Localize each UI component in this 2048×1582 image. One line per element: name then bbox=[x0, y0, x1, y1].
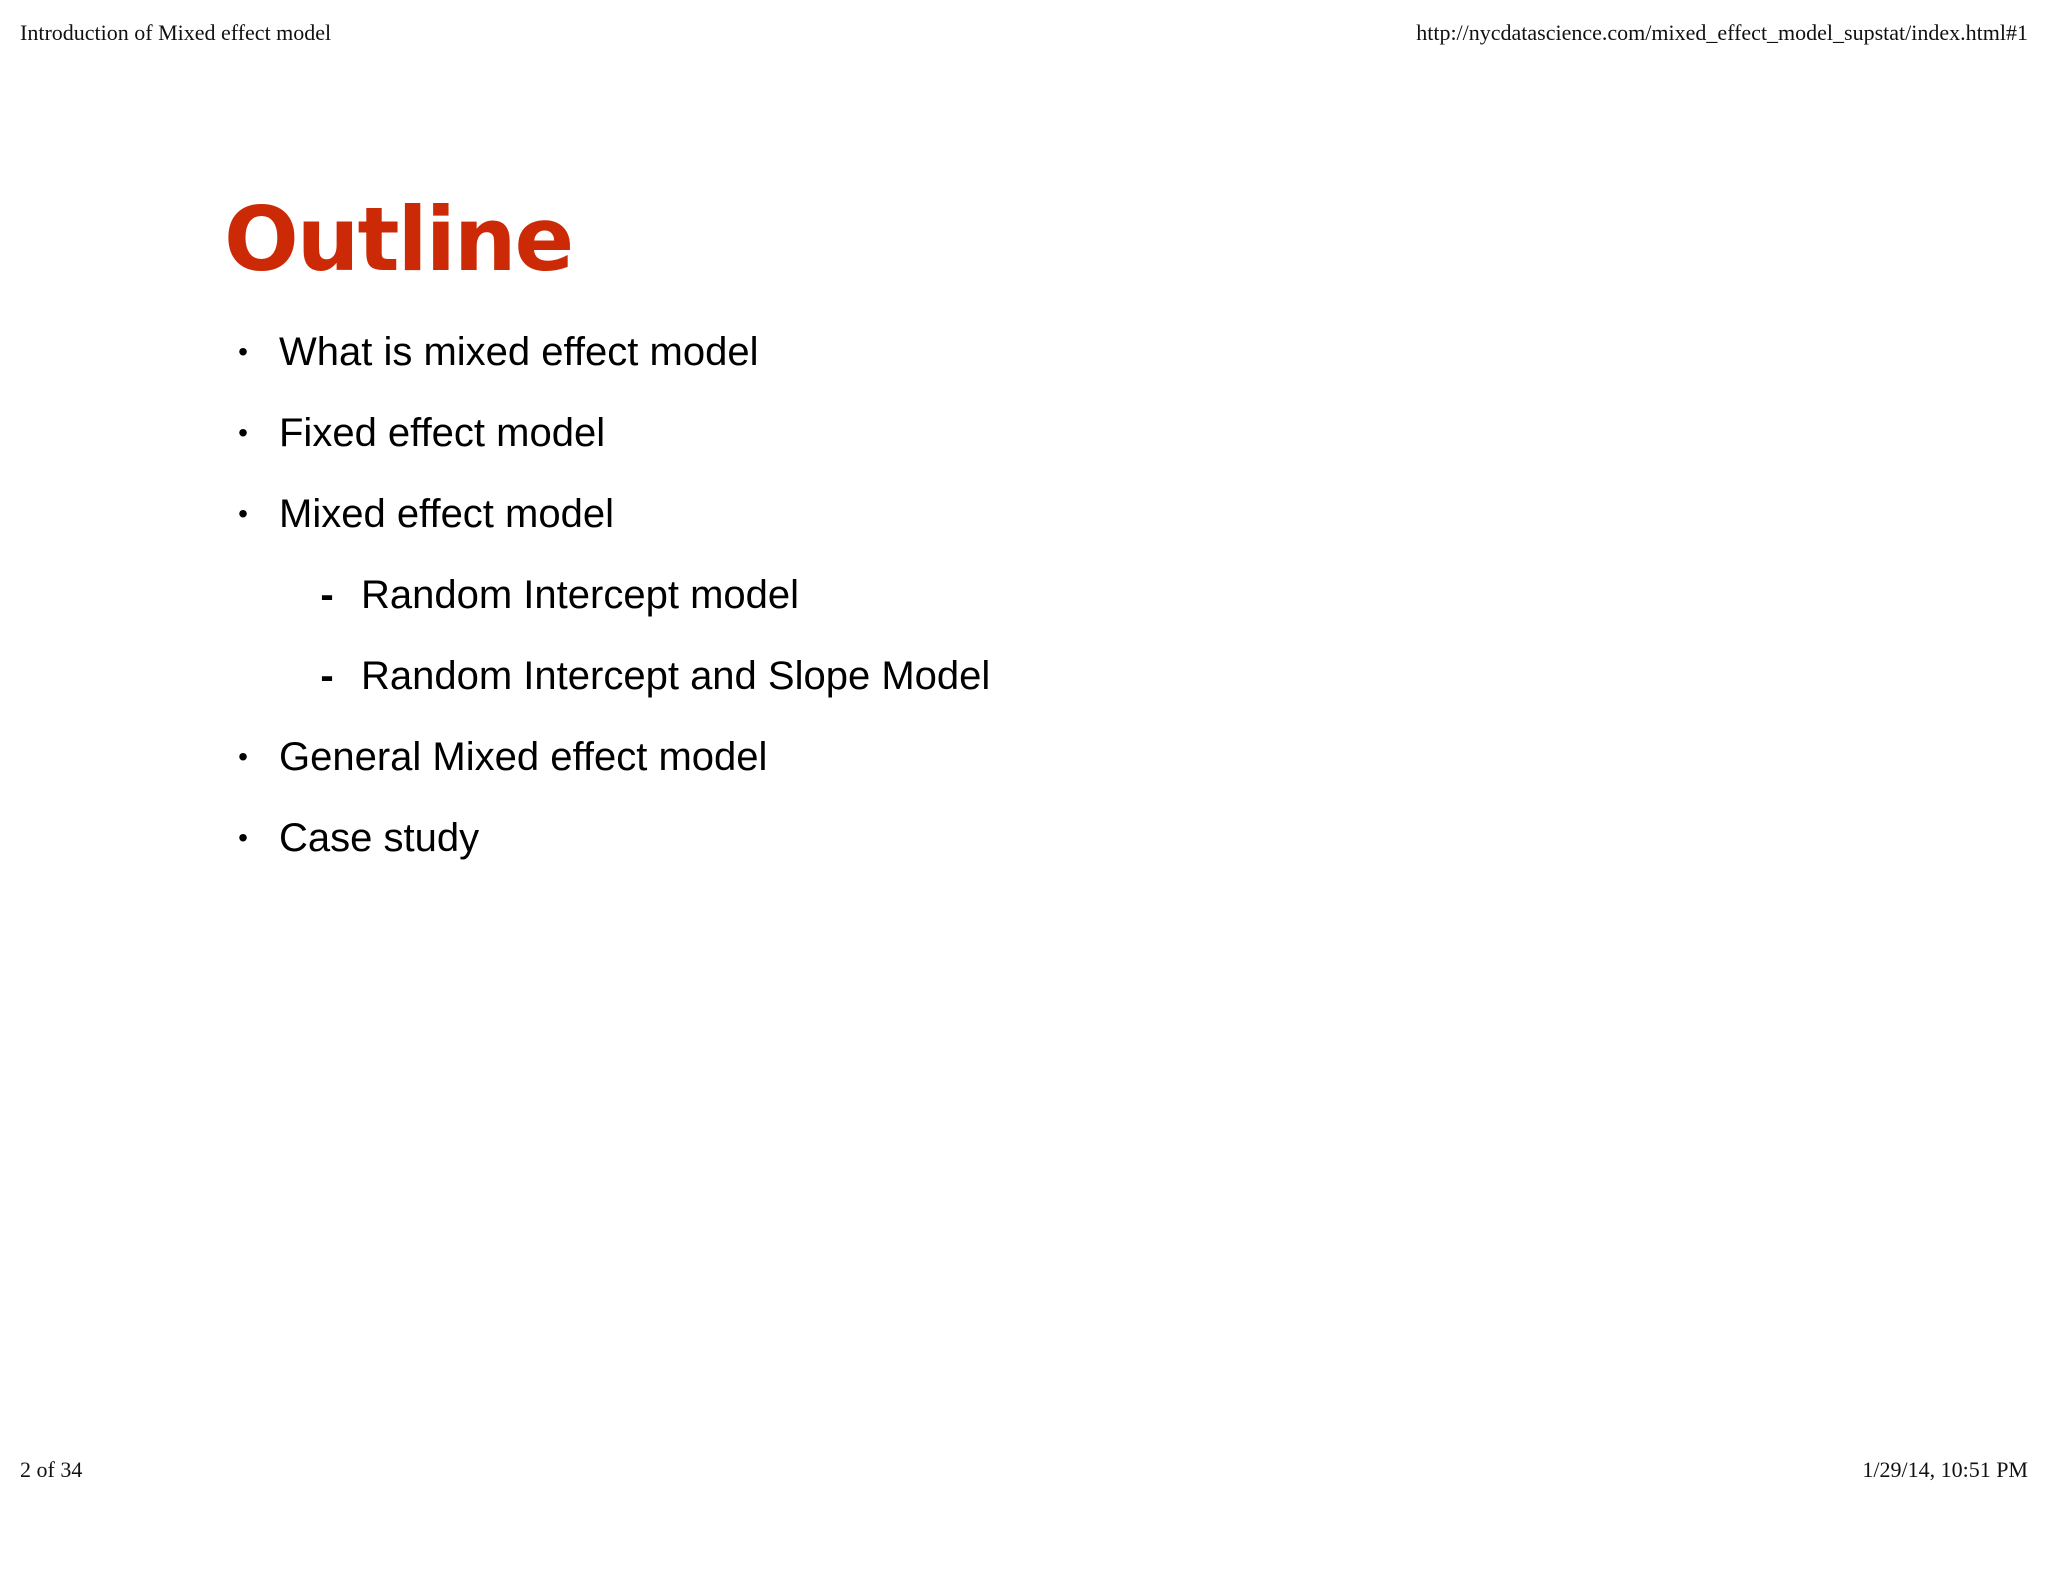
outline-subitem-text: Random Intercept and Slope Model bbox=[361, 654, 991, 698]
dash-marker: - bbox=[320, 573, 334, 617]
dash-marker: - bbox=[320, 654, 334, 698]
outline-item-text: General Mixed effect model bbox=[279, 735, 768, 779]
outline-item-text: Mixed effect model bbox=[279, 492, 614, 536]
print-header-url[interactable]: http://nycdatascience.com/mixed_effect_model_supstat/index.html#1 bbox=[1416, 20, 2028, 45]
outline-subitem-text: Random Intercept model bbox=[361, 573, 800, 617]
outline-item-text: What is mixed effect model bbox=[279, 330, 759, 374]
outline-item-text: Fixed effect model bbox=[279, 411, 606, 455]
bullet-marker: • bbox=[238, 417, 248, 448]
bullet-marker: • bbox=[238, 336, 248, 367]
print-header-title: Introduction of Mixed effect model bbox=[20, 20, 332, 45]
outline-item-text: Case study bbox=[279, 816, 480, 860]
bullet-marker: • bbox=[238, 498, 248, 529]
bullet-marker: • bbox=[238, 741, 248, 772]
slide-title: Outline bbox=[224, 188, 573, 291]
print-footer-datetime: 1/29/14, 10:51 PM bbox=[1862, 1457, 2028, 1482]
bullet-marker: • bbox=[238, 822, 248, 853]
print-footer-page: 2 of 34 bbox=[20, 1457, 83, 1482]
